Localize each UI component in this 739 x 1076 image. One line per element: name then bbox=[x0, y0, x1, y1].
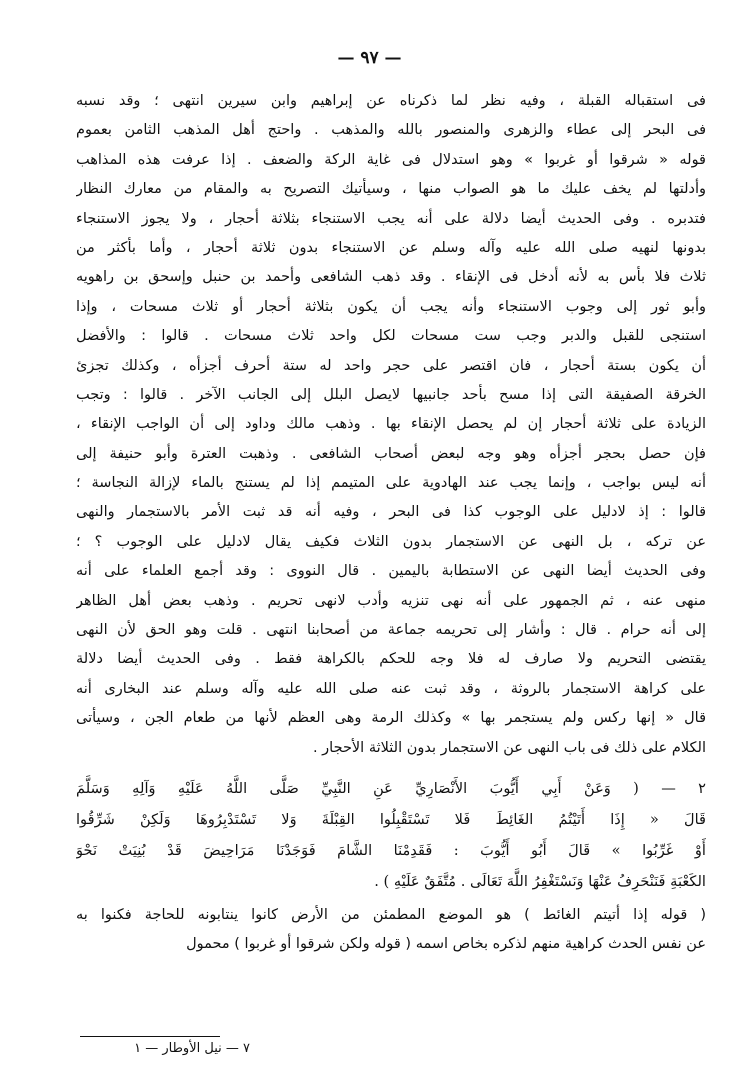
commentary-paragraph bbox=[76, 87, 706, 763]
hadith-line: قَالَ « إِذَا أَتَيْتُمُ الغَائِطَ فَلا تَسْتَقْبِلُوا القِبْلَةَ وَلا تَسْتَدْبِرُوهَا وَلَكِنْ شَرِّقُوا bbox=[76, 810, 706, 828]
text-line: ثلاث فلا بأس به لأنه أدخل فى الإنقاء . وقد ذهب الشافعى وأحمد بن حنبل وإسحق بن راهويه bbox=[76, 269, 706, 286]
text-line: قوله « شرقوا أو غربوا » وهو استدلال فى غاية الركة والضعف . إذا عرفت هذه المذاهب bbox=[76, 151, 706, 168]
hadith-line: ٢ — ( وَعَنْ أَبِي أَيُّوبَ الأَنْصَارِيِّ عَنِ النَّبِيِّ صَلَّى اللَّهُ عَلَيْهِ وَآلِهِ وَسَلَّمَ bbox=[76, 779, 706, 797]
text-line: إلى أنه حرام . قال : وأشار إلى تحريمه جماعة من أصحابنا انتهى . قلت وهو الحق لأن النهى bbox=[76, 622, 706, 639]
text-line: أن يكون بستة أحجار ، فان اقتصر على حجر واحد له ستة أحرف أجزأه ، وكذلك تجزئ bbox=[76, 357, 706, 374]
text-line: قال « إنها ركس ولم يستجمر بها » وكذلك الرمة وهى العظم لأنها من طعام الجن ، وسيأتى bbox=[76, 710, 706, 727]
text-line: فى استقباله القبلة ، وفيه نظر لما ذكرناه عن إبراهيم وابن سيرين انتهى ؛ وقد نسبه bbox=[76, 93, 706, 109]
text-line: فإن حصل بحجر أجزأه وهو وجه لبعض أصحاب الشافعى . وذهبت العترة وأبو حنيفة إلى bbox=[76, 445, 706, 462]
text-line: وفى الحديث أيضا النهى عن الاستطابة باليمين . قال النووى : وقد أجمع العلماء على أنه bbox=[76, 563, 706, 580]
text-line: فتدبره . وفى الحديث أيضا دلالة على أنه يجب الاستنجاء بثلاثة أحجار ، ولا يجوز الاستنجاء bbox=[76, 210, 706, 227]
hadith-line: أَوْ غَرِّبُوا » قَالَ أَبُو أَيُّوبَ : فَقَدِمْنَا الشَّامَ فَوَجَدْنَا مَرَاحِيضَ قَدْ بُنِيَتْ نَحْوَ bbox=[76, 841, 706, 859]
text-line: بدونها لنهيه صلى الله عليه وآله وسلم عن الاستنجاء بدون ثلاثة أحجار ، وأما بأكثر من bbox=[76, 239, 706, 256]
note-line: عن نفس الحدث كراهية منهم لذكره بخاص اسمه ( قوله ولكن شرقوا أو غربوا ) محمول bbox=[186, 936, 706, 953]
text-line: يقتضى التحريم ولا صارف له فلا وجه للحكم بالكراهة فقط . وفى الحديث أيضا دلالة bbox=[76, 651, 706, 668]
text-line: الزيادة على ثلاثة أحجار إن لم يحصل الإنقاء بها . وذهب مالك وداود إلى أن الواجب الإنقاء ، bbox=[76, 416, 706, 433]
text-line: الخرقة الصفيقة التى إذا مسح بأحد جانبيها لايصل البلل إلى الجانب الآخر . قالوا : وتجب bbox=[76, 386, 706, 403]
text-line: الكلام على ذلك فى باب النهى عن الاستجمار بدون الثلاثة الأحجار . bbox=[312, 739, 706, 756]
text-line: على كراهة الاستجمار بالروثة ، وقد ثبت عنه صلى الله عليه وآله وسلم عند البخارى أنه bbox=[76, 680, 706, 697]
footer-signature: ٧ — نيل الأوطار — ١ bbox=[134, 1041, 250, 1056]
notes-paragraph bbox=[76, 901, 706, 960]
text-line: وأدلتها لم يخف عليك ما هو الصواب منها ، وسيأتيك التصريح به والمقام من معارك النظار bbox=[76, 181, 706, 198]
text-line: استنجى للقبل والدبر وجب ست مسحات لكل واحد ثلاث مسحات . قالوا : والأفضل bbox=[76, 328, 706, 345]
main-text bbox=[76, 87, 706, 960]
text-line: منهى عنه ، ثم الجمهور على أنه نهى تنزيه وأدب لانهى تحريم . وذهب بعض أهل الظاهر bbox=[76, 592, 706, 609]
text-line: وأبو ثور إلى وجوب الاستنجاء وأنه يجب أن يكون بثلاثة أحجار أو ثلاث مسحات ، وإذا bbox=[76, 298, 706, 315]
footer-separator bbox=[80, 1036, 220, 1037]
hadith-paragraph bbox=[76, 773, 706, 897]
note-line: ( قوله إذا أتيتم الغائط ) هو الموضع المطمئن من الأرض كانوا ينتابونه للحاجة فكنوا به bbox=[76, 906, 706, 923]
hadith-line: الكَعْبَةِ فَنَنْحَرِفُ عَنْهَا وَنَسْتَغْفِرُ اللَّهَ تَعَالَى . مُتَّفَقٌ عَلَيْهِ ) . bbox=[374, 872, 706, 890]
page-number: — ٩٧ — bbox=[337, 48, 402, 68]
text-line: قالوا : إذ لادليل على الوجوب كذا فى البحر ، وفيه أنه قد ثبت الأمر بالاستجمار والنهى bbox=[76, 504, 706, 521]
text-line: عن تركه ، بل النهى عن الاستجمار بدون الثلاث فكيف يقال لادليل على الوجوب ؟ ؛ bbox=[76, 533, 706, 550]
text-line: أنه ليس بواجب ، وإنما يجب عند الهادوية على المتيمم إذا لم يستنج بالماء لإزالة النجاسة ؛ bbox=[76, 475, 706, 492]
text-line: فى البحر إلى عطاء والزهرى والمنصور بالله والمذهب . واحتج أهل المذهب الثامن بعموم bbox=[76, 122, 706, 139]
